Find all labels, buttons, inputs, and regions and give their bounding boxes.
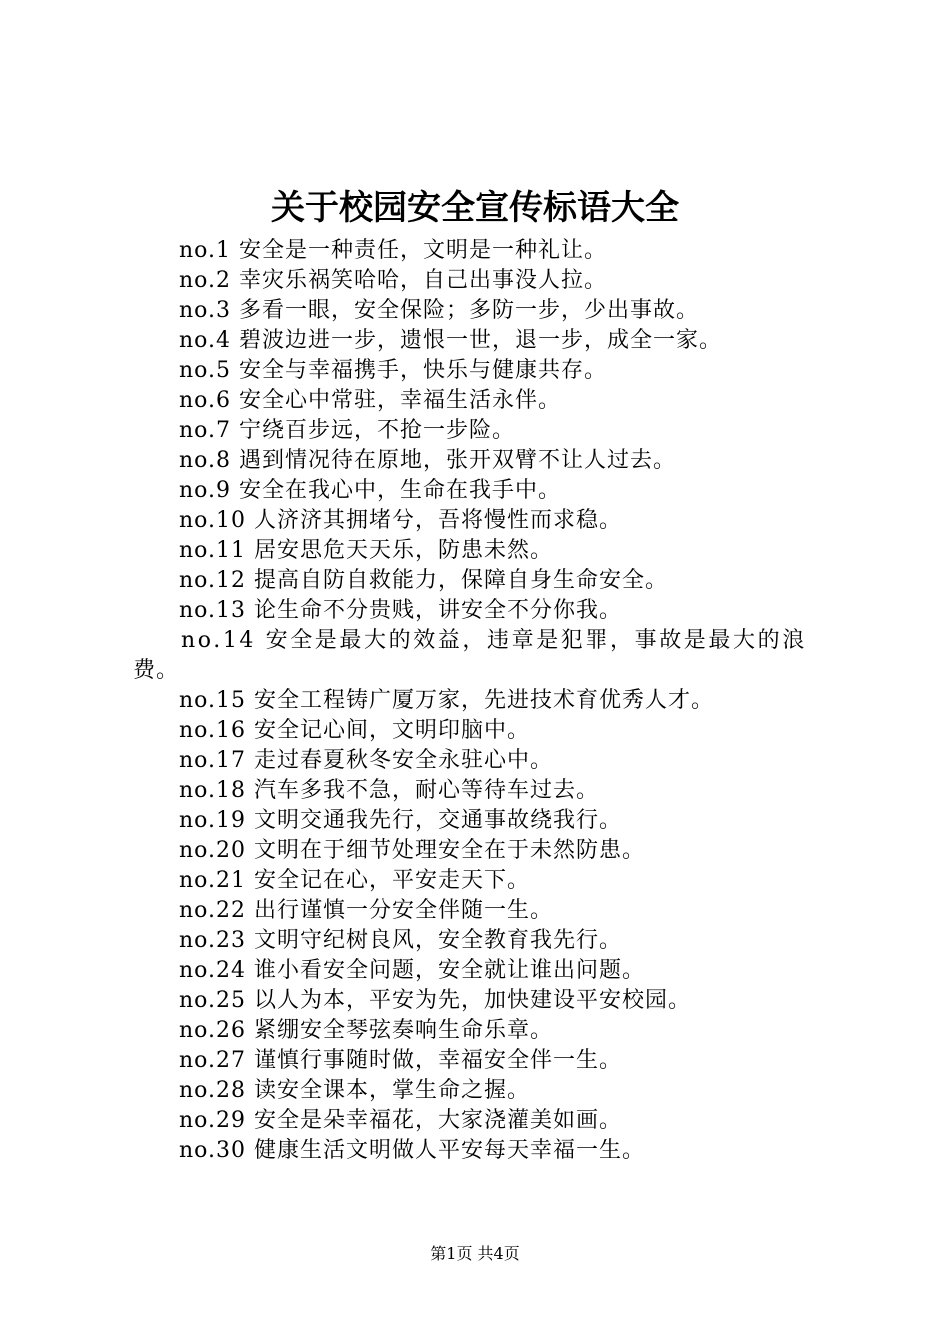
- list-item-wrapped: [0, 626, 950, 686]
- list-item: no.30 健康生活文明做人平安每天幸福一生。: [179, 1138, 646, 1163]
- list-item: no.21 安全记在心，平安走天下。: [179, 868, 531, 893]
- list-item: no.29 安全是朵幸福花，大家浇灌美如画。: [179, 1108, 623, 1133]
- list-item: no.10 人济济其拥堵兮，吾将慢性而求稳。: [179, 508, 623, 533]
- list-item: no.23 文明守纪树良风，安全教育我先行。: [179, 928, 623, 953]
- list-item: no.1 安全是一种责任，文明是一种礼让。: [179, 238, 608, 263]
- slogan-list: [0, 236, 950, 1166]
- list-item: no.17 走过春夏秋冬安全永驻心中。: [179, 748, 554, 773]
- list-item: no.19 文明交通我先行，交通事故绕我行。: [179, 808, 623, 833]
- list-item: no.16 安全记心间，文明印脑中。: [179, 718, 531, 743]
- list-item: no.2 幸灾乐祸笑哈哈，自己出事没人拉。: [179, 268, 608, 293]
- list-item: no.28 读安全课本，掌生命之握。: [179, 1078, 531, 1103]
- list-item: no.11 居安思危天天乐，防患未然。: [179, 538, 554, 563]
- list-item: no.6 安全心中常驻，幸福生活永伴。: [179, 388, 562, 413]
- list-item: no.20 文明在于细节处理安全在于未然防患。: [179, 838, 646, 863]
- page-title: 关于校园安全宣传标语大全: [271, 188, 679, 228]
- list-item: no.5 安全与幸福携手，快乐与健康共存。: [179, 358, 608, 383]
- list-item: no.24 谁小看安全问题，安全就让谁出问题。: [179, 958, 646, 983]
- list-item: no.26 紧绷安全琴弦奏响生命乐章。: [179, 1018, 554, 1043]
- list-item-line: 费。: [133, 658, 180, 683]
- page-footer: 第1页 共4页: [430, 1244, 520, 1263]
- list-item: no.4 碧波边进一步，遗恨一世，退一步，成全一家。: [179, 328, 723, 353]
- list-item: no.22 出行谨慎一分安全伴随一生。: [179, 898, 554, 923]
- list-item: no.3 多看一眼，安全保险；多防一步，少出事故。: [179, 298, 700, 323]
- list-item: no.27 谨慎行事随时做，幸福安全伴一生。: [179, 1048, 623, 1073]
- list-item: no.12 提高自防自救能力，保障自身生命安全。: [179, 568, 669, 593]
- list-item: no.9 安全在我心中，生命在我手中。: [179, 478, 562, 503]
- list-item: no.13 论生命不分贵贱，讲安全不分你我。: [179, 598, 623, 623]
- list-item: no.7 宁绕百步远，不抢一步险。: [179, 418, 516, 443]
- list-item-line: no.14 安全是最大的效益，违章是犯罪，事故是最大的浪: [181, 628, 807, 653]
- list-item: no.18 汽车多我不急，耐心等待车过去。: [179, 778, 600, 803]
- list-item: no.15 安全工程铸广厦万家，先进技术育优秀人才。: [179, 688, 715, 713]
- list-item: no.8 遇到情况待在原地，张开双臂不让人过去。: [179, 448, 677, 473]
- list-item: no.25 以人为本，平安为先，加快建设平安校园。: [179, 988, 692, 1013]
